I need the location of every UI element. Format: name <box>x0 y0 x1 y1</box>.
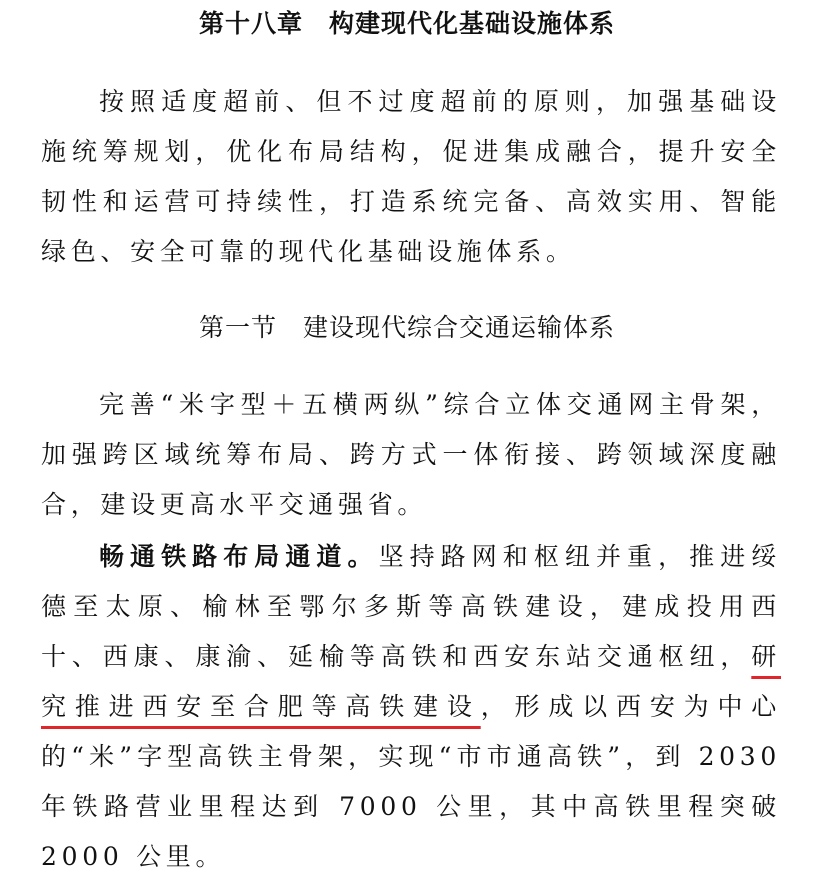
railway-text-after: ，形成以西安为中心的“米”字型高铁主骨架，实现“市市通高铁”，到 2030 年铁路营业里程达到 7000 公里，其中高铁里程突破 2000 公里。 <box>41 692 781 871</box>
railway-paragraph <box>41 532 781 882</box>
railway-lead-phrase: 畅通铁路布局通道。 <box>99 542 379 571</box>
railway-text-before: 坚持路网和枢纽并重，推进绥德至太原、榆林至鄂尔多斯等高铁建设，建成投用西十、西康、康渝、延榆等高铁和西安东站交通枢纽， <box>41 542 781 671</box>
intro-paragraph: 按照适度超前、但不过度超前的原则，加强基础设施统筹规划，优化布局结构，促进集成融合，提升安全韧性和运营可持续性，打造系统完备、高效实用、智能绿色、安全可靠的现代化基础设施体系。 <box>41 87 781 266</box>
section-paragraph: 完善“米字型＋五横两纵”综合立体交通网主骨架，加强跨区域统筹布局、跨方式一体衔接、跨领域深度融合，建设更高水平交通强省。 <box>41 390 781 519</box>
chapter-title: 第十八章 构建现代化基础设施体系 <box>198 9 615 38</box>
highlighted-phrase: 研究推进西安至合肥等高铁建设 <box>41 642 781 721</box>
section-title: 第一节 建设现代综合交通运输体系 <box>198 313 615 342</box>
